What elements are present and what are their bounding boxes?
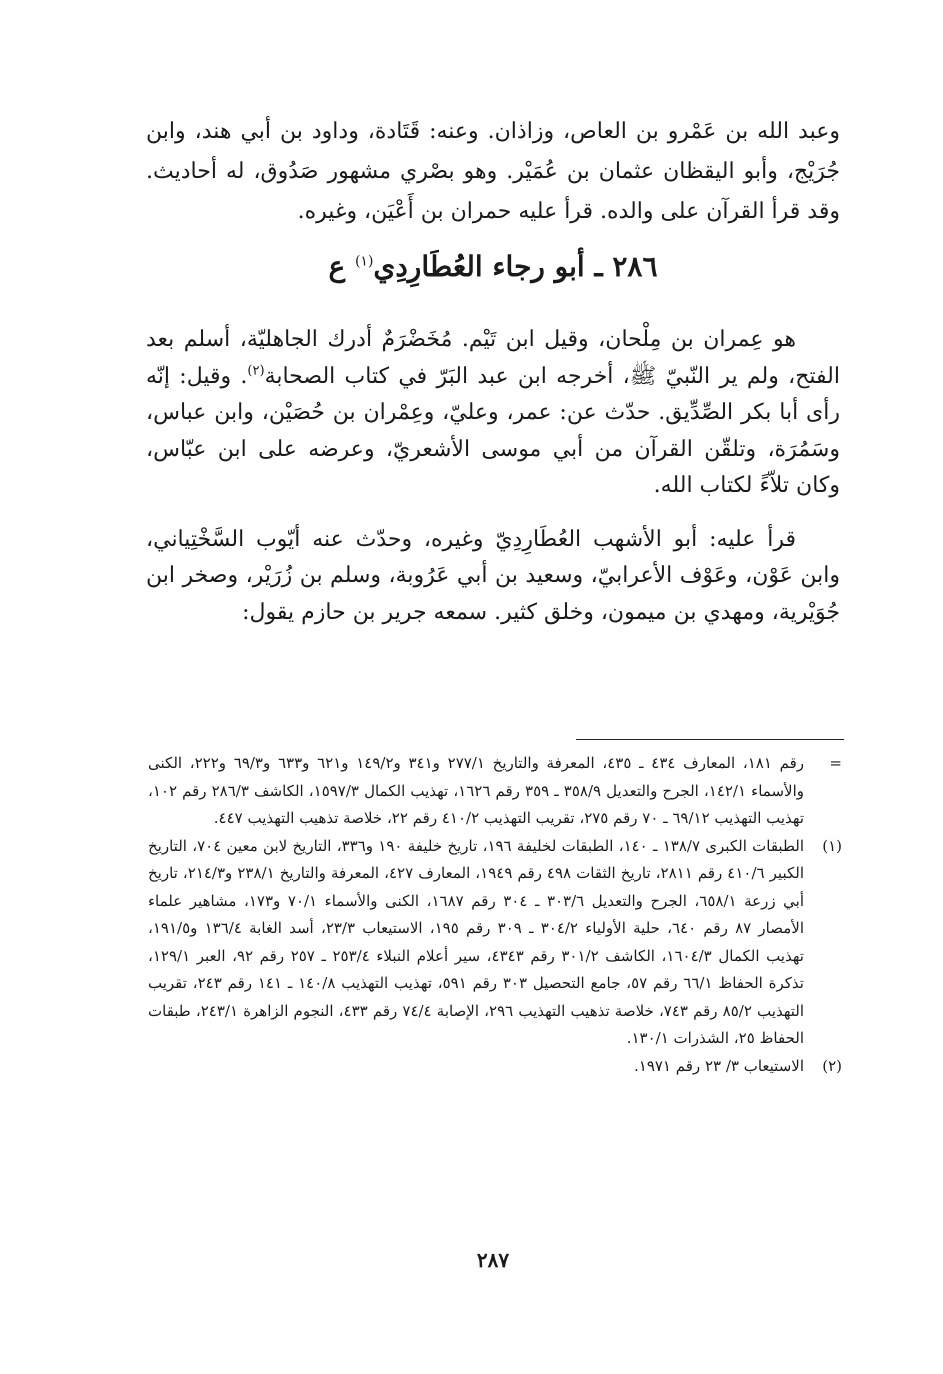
entry-body (146, 322, 840, 648)
footnote-text: الطبقات الكبرى ١٣٨/٧ ـ ١٤٠، الطبقات لخليفة ١٩٦، تاريخ خليفة ١٩٠ و٣٣٦، التاريخ لابن معين ٧٠٤، التاريخ الكبير ٤١٠/٦ رقم ٢٨١١، تاريخ الثقات ٤٩٨ رقم ١٩٤٩، المعارف ٤٢٧، المعرفة والتاريخ ٢٣٨/١ و٢١٤/٣، تاريخ أبي زرعة ٦٥٨/١، الجرح والتعديل ٣٠٣/٦ ـ ٣٠٤ رقم ١٦٨٧، الكنى والأسماء ٧٠/١ و١٧٣، مشاهير علماء الأمصار ٨٧ رقم ٦٤٠، حلية الأولياء ٣٠٤/٢ ـ ٣٠٩ رقم ١٩٥، الاستيعاب ٢٣/٣، أسد الغابة ١٣٦/٤ و١٩١/٥، تهذيب الكمال ١٦٠٤/٣، الكاشف ٣٠١/٢ رقم ٤٣٤٣، سير أعلام النبلاء ٢٥٣/٤ ـ ٢٥٧ رقم ٩٢، العبر ١٢٩/١، تذكرة الحفاظ ٦٦/١ رقم ٥٧، جامع التحصيل ٣٠٣ رقم ٥٩١، تهذيب التهذيب ١٤٠/٨ ـ ١٤١ رقم ٢٤٣، تقريب التهذيب ٨٥/٢ رقم ٧٤٣، خلاصة تذهيب التهذيب ٢٩٦، الإصابة ٧٤/٤ رقم ٤٣٣، النجوم الزاهرة ٢٤٣/١، طبقات الحفاظ ٢٥، الشذرات ١٣٠/١. (148, 836, 805, 1047)
paragraph-1-text-a: هو عِمران بن مِلْحان، وقيل ابن تَيْم. مُخَضْرَمٌ أدرك الجاهليّة، أسلم بعد الفتح، ولم ير النّبيّ ﷺ، أخرجه ابن عبد البَرّ في كتاب الصحابة (146, 327, 840, 389)
entry-paragraph-2: قرأ عليه: أبو الأشهب العُطَارِدِيّ وغيره، وحدّث عنه أيّوب السَّخْتِياني، وابن عَوْن، وعَوْف الأعرابيّ، وسعيد بن أبي عَرُوبة، وسلم بن زُرَيْر، وصخر ابن جُوَيْرية، ومهدي بن ميمون، وخلق كثير. سمعه جرير بن حازم يقول: (146, 526, 840, 625)
footnote-marker: = (829, 754, 842, 772)
footnote-text: رقم ١٨١، المعارف ٤٣٤ ـ ٤٣٥، المعرفة والتاريخ ٢٧٧/١ و٣٤١ و١٤٩/٢ و٦٢١ و٦٣٣ و٦٩/٣ و٢٢٢، الكنى والأسماء ١٤٢/١، الجرح والتعديل ٣٥٨/٩ ـ ٣٥٩ رقم ١٦٢٦، تهذيب الكمال ١٥٩٧/٣، الكاشف ٢٨٦/٣ رقم ١٠٢، تهذيب التهذيب ٦٩/١٢ ـ ٧٠ رقم ٢٧٥، تقريب التهذيب ٤١٠/٢ رقم ٢٢، خلاصة تذهيب التهذيب ٤٤٧. (148, 754, 805, 827)
heading-footnote-ref[interactable]: (١) (354, 253, 374, 270)
footnote-item (148, 1053, 842, 1081)
footnote-item (148, 750, 842, 833)
entry-symbol: ع (328, 250, 355, 283)
paragraph-1-text-b: . وقيل: إنّه رأى أبا بكر الصِّدِّيق. حدّث عن: عمر، وعليّ، وعِمْران بن حُصَيْن، وابن عباس، وسَمُرَة، وتلقّن القرآن من أبي موسى الأشعريّ، وعرضه على ابن عبّاس، وكان تلاّءً لكتاب الله. (146, 363, 840, 498)
intro-paragraph: وعبد الله بن عَمْرو بن العاص، وزاذان. وعنه: قَتَادة، وداود بن أبي هند، وابن جُرَيْج، وأبو اليقظان عثمان بن عُمَيْر. وهو بصْري مشهور صَدُوق، له أحاديث. وقد قرأ القرآن على والده. قرأ عليه حمران بن أَعْيَن، وغيره. (146, 119, 840, 224)
footnotes (148, 750, 842, 1080)
footnote-divider (576, 739, 844, 740)
page-number: ٢٨٧ (476, 1248, 510, 1272)
paragraph-footnote-ref[interactable]: (٢) (247, 363, 265, 379)
footnote-item (148, 833, 842, 1053)
entry-paragraph-1 (146, 322, 840, 505)
footnote-text: الاستيعاب ٣/ ٢٣ رقم ١٩٧١. (633, 1056, 804, 1075)
entry-heading (146, 245, 840, 289)
footnote-marker: (١) (822, 836, 842, 855)
continued-biography-text (146, 112, 840, 232)
footnote-marker: (٢) (822, 1056, 842, 1075)
entry-title: ٢٨٦ ـ أبو رجاء العُطَارِدِي (373, 250, 658, 283)
